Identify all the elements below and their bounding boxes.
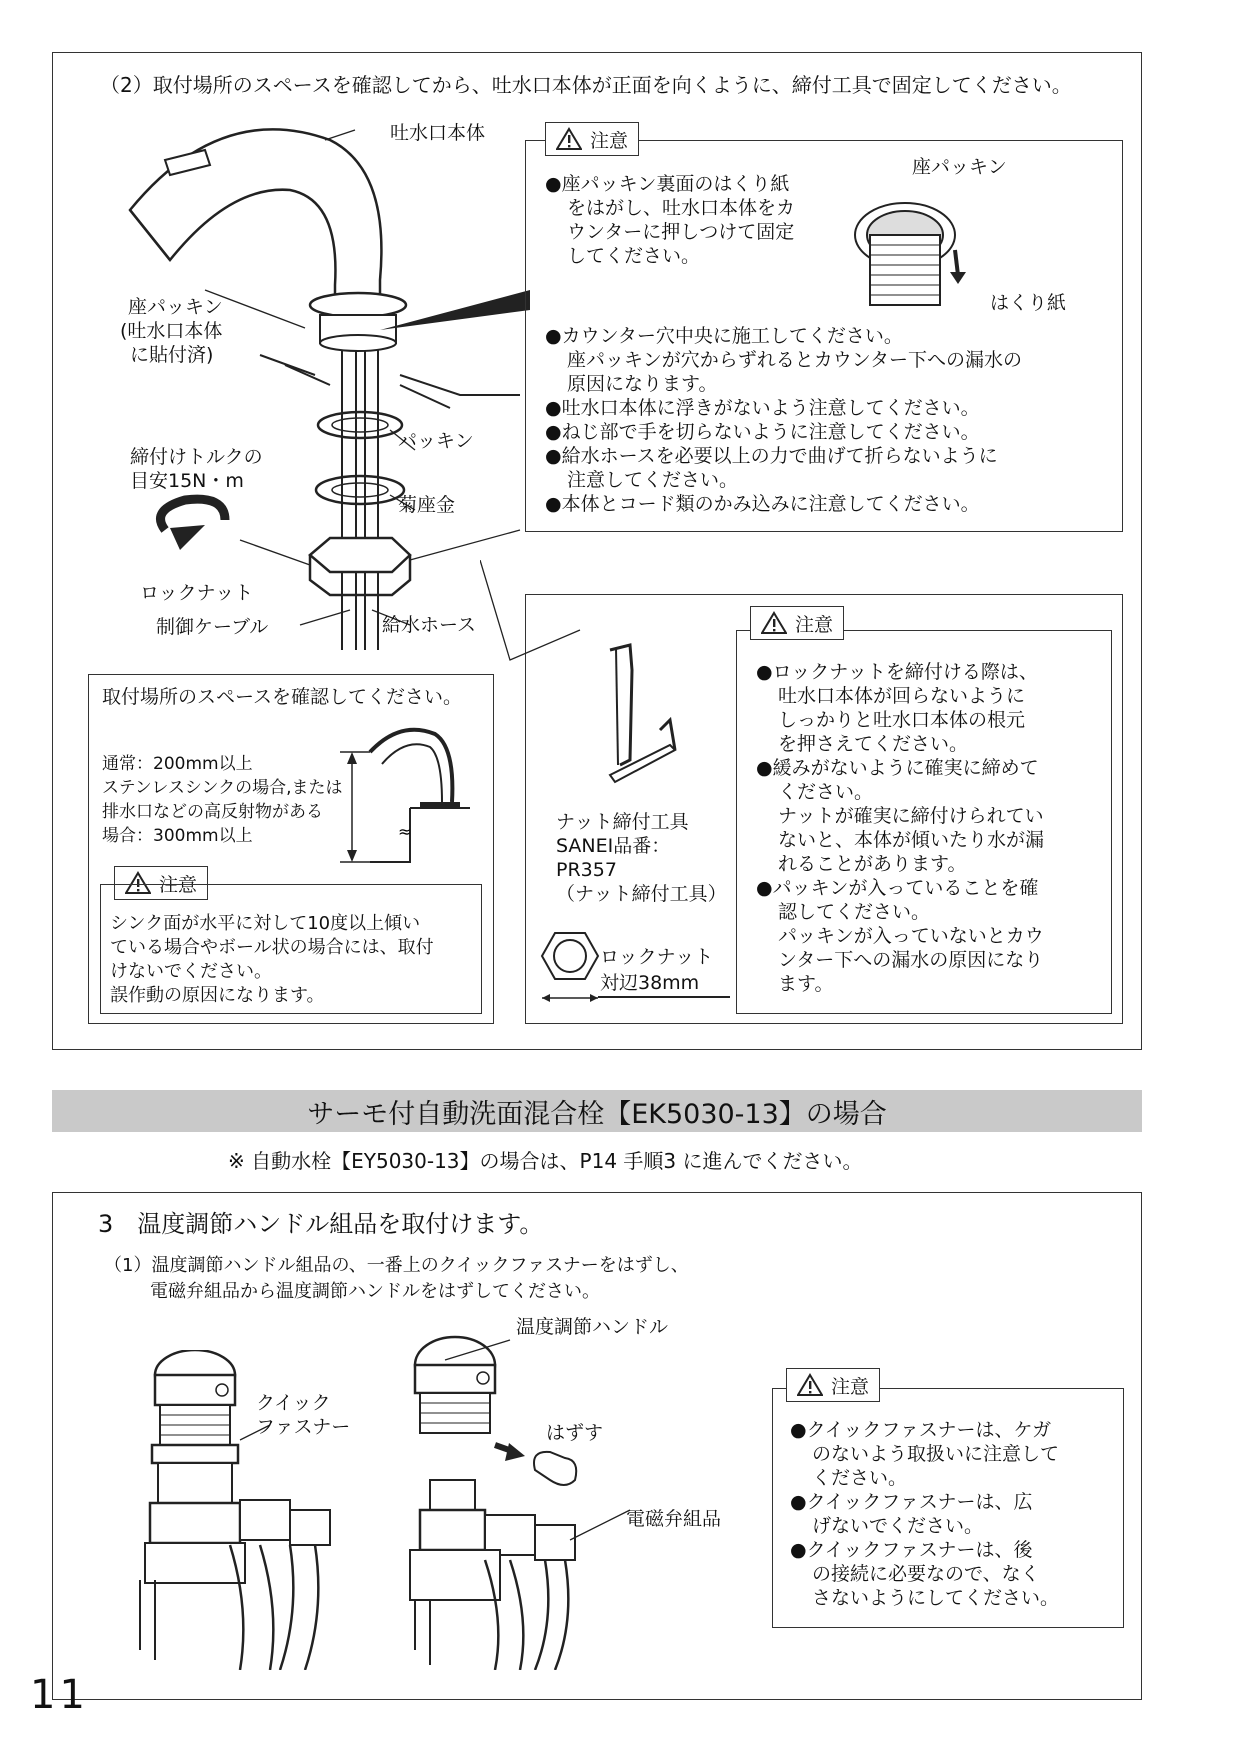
tool-line: SANEI品番： bbox=[556, 835, 671, 857]
caution-1-line: 注意してください。 bbox=[567, 469, 739, 491]
space-lines bbox=[102, 752, 343, 848]
caution-2-line: ないと、本体が傾いたり水が漏 bbox=[778, 829, 1045, 851]
handle-assembly-illustration-left bbox=[130, 1350, 370, 1670]
caution-2-line: れることがあります。 bbox=[778, 853, 967, 875]
caution-1-line: ●吐水口本体に浮きがないよう注意してください。 bbox=[545, 397, 980, 419]
warning-icon bbox=[761, 611, 787, 635]
space-caution-line: シンク面が水平に対して10度以上傾い bbox=[110, 913, 421, 934]
step3-caution-line: さないようにしてください。 bbox=[812, 1587, 1060, 1609]
nut-label-underline bbox=[598, 996, 730, 998]
label-remove: はずす bbox=[546, 1422, 604, 1444]
caution-1-line: をはがし、吐水口本体をカ bbox=[567, 197, 796, 219]
nut-wrench-tool-illustration bbox=[590, 640, 700, 790]
caution-tag-space-label: 注意 bbox=[159, 873, 198, 896]
space-caution-line: ている場合やボール状の場合には、取付 bbox=[110, 937, 434, 958]
step3-caution-line: ください。 bbox=[812, 1467, 908, 1489]
step3-instruction-2: 電磁弁組品から温度調節ハンドルをはずしてください。 bbox=[150, 1281, 600, 1302]
space-title: 取付場所のスペースを確認してください。 bbox=[102, 686, 463, 708]
warning-icon bbox=[797, 1373, 823, 1397]
label-supply-hose: 給水ホース bbox=[382, 614, 477, 636]
hex-nut-icon bbox=[540, 928, 600, 1008]
caution-1-line: ●給水ホースを必要以上の力で曲げて折らないように bbox=[545, 445, 998, 467]
caution-1-lines bbox=[545, 172, 795, 268]
page-number: 11 bbox=[30, 1672, 89, 1718]
label-torque-1: 締付けトルクの bbox=[130, 446, 263, 468]
label-torque-2: 目安15N・m bbox=[130, 470, 244, 492]
space-caution-line: けないでください。 bbox=[110, 961, 272, 982]
section-banner: サーモ付自動洗面混合栓【EK5030-13】の場合 bbox=[52, 1090, 1142, 1132]
caution-2-line: パッキンが入っていないとカウ bbox=[778, 925, 1044, 947]
inset-release-paper-label: はくり紙 bbox=[990, 292, 1067, 314]
warning-icon bbox=[556, 127, 582, 151]
caution-1-line: ●カウンター穴中央に施工してください。 bbox=[545, 325, 903, 347]
step3-caution-line: ●クイックファスナーは、後 bbox=[790, 1539, 1033, 1561]
label-spout-body: 吐水口本体 bbox=[390, 122, 486, 144]
caution-2-line: ●ロックナットを締付ける際は、 bbox=[756, 661, 1038, 683]
label-seat-packing-note2: に貼付済) bbox=[130, 344, 214, 366]
step3-caution-line: ●クイックファスナーは、広 bbox=[790, 1491, 1033, 1513]
step3-caution-lines bbox=[790, 1418, 1059, 1610]
label-seat-packing-note1: (吐水口本体 bbox=[120, 320, 223, 342]
caution-2-line: ナットが確実に締付けられてい bbox=[778, 805, 1044, 827]
label-washer: 菊座金 bbox=[398, 494, 456, 516]
handle-assembly-illustration-right bbox=[405, 1330, 685, 1670]
caution-2-line: を押さえてください。 bbox=[778, 733, 969, 755]
space-line: ステンレスシンクの場合,または bbox=[102, 778, 343, 798]
step3-caution-line: げないでください。 bbox=[812, 1515, 984, 1537]
seat-packing-inset bbox=[850, 180, 980, 310]
space-line: 通常：200mm以上 bbox=[102, 754, 253, 774]
caution-2-line: ●緩みがないように確実に締めて bbox=[756, 757, 1039, 779]
connector-line bbox=[480, 560, 590, 670]
label-lock-nut: ロックナット bbox=[140, 582, 254, 604]
caution-2-line: しっかりと吐水口本体の根元 bbox=[778, 709, 1026, 731]
caution-1-line: ●ねじ部で手を切らないように注意してください。 bbox=[545, 421, 980, 443]
nut-label-1: ロックナット bbox=[600, 946, 714, 968]
caution-2-line: 吐水口本体が回らないように bbox=[778, 685, 1026, 707]
step2-instruction: （2）取付場所のスペースを確認してから、吐水口本体が正面を向くように、締付工具で固定してください。 bbox=[100, 73, 1072, 97]
space-line: 排水口などの高反射物がある bbox=[102, 802, 323, 822]
tool-line: ナット締付工具 bbox=[556, 811, 689, 833]
inset-seat-packing-label: 座パッキン bbox=[912, 156, 1007, 178]
caution-2-line: ください。 bbox=[778, 781, 874, 803]
label-control-cable: 制御ケーブル bbox=[156, 616, 269, 638]
caution-tag-step3-label: 注意 bbox=[831, 1375, 870, 1398]
step3-instruction-1: （1）温度調節ハンドル組品の、一番上のクイックファスナーをはずし、 bbox=[104, 1255, 689, 1276]
caution-1-lines-2 bbox=[545, 324, 1022, 516]
caution-1-line: 原因になります。 bbox=[567, 373, 718, 395]
label-seat-packing: 座パッキン bbox=[128, 296, 223, 318]
caution-2-line: 認してください。 bbox=[778, 901, 931, 923]
caution-2-line: ●パッキンが入っていることを確 bbox=[756, 877, 1039, 899]
step3-caution-line: の接続に必要なので、なく bbox=[812, 1563, 1040, 1585]
caution-tag-2 bbox=[750, 606, 844, 640]
space-caution-line: 誤作動の原因になります。 bbox=[110, 985, 325, 1006]
redirect-note: ※ 自動水栓【EY5030-13】の場合は、P14 手順3 に進んでください。 bbox=[228, 1149, 863, 1173]
caution-1-line: ウンターに押しつけて固定 bbox=[567, 221, 795, 243]
caution-1-line: ●座パッキン裏面のはくり紙 bbox=[545, 173, 790, 195]
caution-1-line: してください。 bbox=[567, 245, 701, 267]
step3-caution-line: ●クイックファスナーは、ケガ bbox=[790, 1419, 1052, 1441]
label-packing: パッキン bbox=[398, 430, 474, 452]
caution-tag-2-label: 注意 bbox=[795, 613, 834, 636]
caution-1-line: ●本体とコード類のかみ込みに注意してください。 bbox=[545, 493, 980, 515]
tool-line: （ナット締付工具） bbox=[556, 883, 727, 905]
label-solenoid-valve: 電磁弁組品 bbox=[626, 1508, 722, 1530]
label-quick-fastener-2: ファスナー bbox=[256, 1416, 351, 1438]
caution-tag-1-label: 注意 bbox=[590, 129, 629, 152]
caution-tag-step3 bbox=[786, 1368, 880, 1402]
label-quick-fastener-1: クイック bbox=[256, 1392, 331, 1414]
space-line: 場合：300mm以上 bbox=[102, 826, 253, 846]
nut-label-2: 対辺38mm bbox=[600, 972, 700, 994]
caution-1-line: 座パッキンが穴からずれるとカウンター下への漏水の bbox=[567, 349, 1023, 371]
label-temperature-handle: 温度調節ハンドル bbox=[516, 1316, 669, 1338]
step3-caution-line: のないよう取扱いに注意して bbox=[812, 1443, 1060, 1465]
space-diagram bbox=[330, 712, 480, 872]
svg-text:≈: ≈ bbox=[398, 822, 412, 841]
caution-tag-1 bbox=[545, 122, 639, 156]
tool-line: PR357 bbox=[556, 859, 617, 881]
caution-2-lines bbox=[756, 660, 1044, 996]
tool-lines bbox=[556, 810, 727, 906]
caution-2-line: ンター下への漏水の原因になり bbox=[778, 949, 1044, 971]
space-caution-lines bbox=[110, 912, 434, 1008]
step3-title: 3 温度調節ハンドル組品を取付けます。 bbox=[98, 1210, 544, 1238]
caution-2-line: ます。 bbox=[778, 973, 834, 995]
